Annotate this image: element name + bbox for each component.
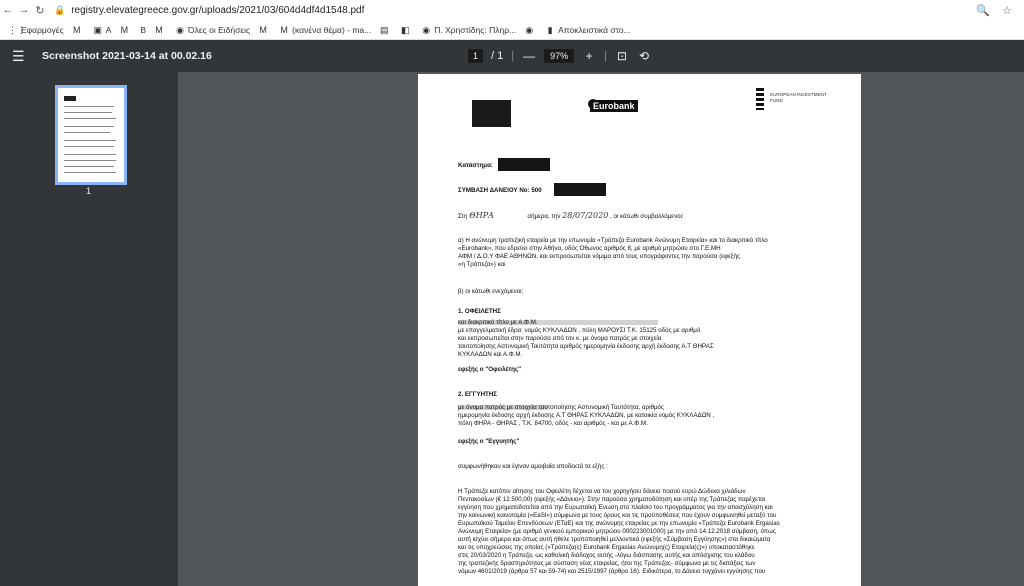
paragraph-line: νόμων 4601/2019 (άρθρα 57 και 59-74) και 2515/1997 (άρθρο 16). Ειδικότερα, το Δάνειο τυγχάνει εγγύησης που — [458, 568, 766, 575]
toolbar-divider: | — [604, 50, 607, 62]
bookmark-m4[interactable] — [258, 25, 271, 35]
thumb-line — [64, 118, 116, 119]
contract-label: ΣΥΜΒΑΣΗ ΔΑΝΕΙΟΥ Νο: 500 — [458, 187, 542, 194]
pdf-page — [418, 74, 861, 586]
star-icon[interactable]: ☆ — [1002, 4, 1012, 17]
bookmark-b[interactable]: B — [140, 24, 147, 35]
guarantor-line: ημερομηνία έκδοσης αρχή έκδοσης Α.Τ ΘΗΡΑΣ ΚΥΚΛΑΔΩΝ, με κατοικία νομός ΚΥΚΛΑΔΩΝ , — [458, 412, 715, 419]
guarantor-title: 2. ΕΓΓΥΗΤΗΣ — [458, 391, 498, 398]
paragraph-line: και τις υποχρεώσεις της οποίας («Τράπεζα(ς) Eurobank Ergasias Ανώνυμη(ς) Εταιρεία(ς)») υποκαταστάθηκε — [458, 544, 755, 551]
date-mid: σήμερα, την — [527, 213, 561, 220]
thumb-line — [64, 126, 114, 127]
zoom-out-icon[interactable]: — — [523, 49, 536, 63]
thumb-line — [64, 106, 114, 107]
paragraph-line: Ευρωπαϊκού Ταμείου Επενδύσεων (ΕΤαΕ) και της ανώνυμης εταιρείας με την επωνυμία «Τράπεζα Eurobank Ergasias — [458, 520, 780, 527]
redaction — [498, 158, 550, 171]
bookmark-a[interactable]: ▣ A — [93, 24, 112, 35]
thumb-line — [64, 172, 116, 173]
pdf-toolbar — [0, 40, 1024, 72]
globe-icon: ◉ — [176, 24, 184, 35]
m-icon: M — [120, 24, 129, 35]
thumb-line — [64, 112, 112, 113]
thumb-line — [64, 132, 110, 133]
date-place: ΘΗΡΑ — [469, 211, 494, 220]
debtor-line: και εκπροσωπείται στην παρούσα από τον κ. με όνομα πατρός με στοιχεία — [458, 335, 662, 342]
p-icon: ▮ — [547, 24, 553, 35]
guarantor-hence: εφεξής ο "Εγγυητής" — [458, 438, 520, 445]
page-thumbnail[interactable] — [55, 85, 127, 185]
debtor-line: ταυτοποίησης Αστυνομική Ταυτότητα αριθμός ημερομηνία έκδοσης αρχή έκδοσης Α.Τ ΘΗΡΑΣ — [458, 343, 714, 350]
date-suffix: , οι κάτωθι συμβαλλόμενοι: — [610, 213, 684, 220]
debtor-title: 1. ΟΦΕΙΛΕΤΗΣ — [458, 308, 501, 315]
document-title: Screenshot 2021-03-14 at 00.02.16 — [42, 50, 212, 62]
agreed-line: συμφωνήθηκαν και έγιναν αμοιβαία αποδεκτά τα εξής : — [458, 463, 608, 470]
paragraph-line: Ανώνυμη Εταιρεία» (με αριθμό γενικού εμπορικού μητρώου 000223001000) με την από 14.12.2018 σύμβαση, όπως — [458, 528, 776, 535]
lock-icon[interactable]: 🔒 — [54, 4, 66, 15]
debtor-line: ΚΥΚΛΑΔΩΝ και Α.Φ.Μ. — [458, 351, 523, 358]
browser-address-bar — [0, 0, 1024, 20]
bookmark-n2[interactable] — [400, 25, 413, 35]
m-icon: M — [72, 24, 81, 35]
gmail-icon: M — [280, 24, 288, 35]
globe-icon: ◉ — [422, 24, 431, 35]
menu-icon[interactable]: ☰ — [12, 47, 25, 64]
bookmark-p[interactable]: ▮ Αποκλειστικά στο... — [545, 25, 631, 35]
bookmark-n1[interactable] — [379, 25, 392, 35]
paragraph-line: αυτή ισχύει σήμερα και όπως αυτή ήθελε τροποποιηθεί μελλοντικά (εφεξής «Σύμβαση Εγγύησης») στα δικαιώματα — [458, 536, 771, 543]
guarantor-line: με όνομα πατρός με στοιχεία ταυτοποίησης Αστυνομική Ταυτότητα, αριθμός — [458, 404, 664, 411]
date-value: 28/07/2020 — [562, 211, 609, 220]
globe-icon: ◉ — [525, 24, 534, 35]
news-icon: ◧ — [400, 24, 410, 35]
a-icon: ▣ — [93, 24, 102, 35]
paragraph-line: στις 20/03/2020 η Τράπεζα, ως καθολική διάδοχος αυτής -λόγω διάσπασης αυτής και απόσχισης του κλάδου — [458, 552, 755, 559]
forward-icon[interactable]: → — [18, 4, 30, 16]
thumb-flag — [64, 96, 76, 101]
page-total: / 1 — [491, 50, 504, 62]
toolbar-divider: | — [511, 50, 515, 62]
bookmark-m3[interactable] — [154, 25, 167, 35]
thumbnail-sidebar — [0, 72, 178, 586]
bookmark-christidis[interactable]: ◉ Π. Χρηστίδης: Πληρ... — [422, 24, 517, 35]
url-field[interactable]: registry.elevategreece.gov.gr/uploads/2021/03/604d4df4d1548.pdf — [71, 4, 365, 16]
branch-label: Κατάστημα: — [458, 162, 493, 169]
party-a-line: α) Η ανώνυμη τραπεζική εταιρεία με την επωνυμία «Τράπεζα Eurobank Ανώνυμη Εταιρεία» και το διακριτικό τίτλο — [458, 237, 768, 244]
bookmarks-bar — [0, 20, 1024, 40]
zoom-input[interactable]: 97% — [544, 49, 574, 63]
bookmark-m2[interactable] — [119, 25, 132, 35]
thumbnail-page-number: 1 — [86, 186, 92, 196]
bookmark-news[interactable]: ◉ Όλες οι Ειδήσεις — [176, 24, 251, 35]
back-icon[interactable]: ← — [2, 4, 14, 16]
eu-flag-icon — [472, 100, 511, 127]
thumb-line — [64, 140, 116, 141]
party-a-line: ΑΦΜ / Δ.Ο.Υ ΦΑΕ ΑΘΗΝΩΝ, και εκπροσωπείται νόμιμα από τους υπογράφοντες την παρούσα (εφεξής — [458, 253, 740, 260]
party-a-line: «Eurobank», που εδρεύει στην Αθήνα, οδός Όθωνος αριθμός 8, με αριθμό μητρώου στο Γ.Ε.ΜΗ — [458, 245, 721, 252]
redaction — [554, 183, 606, 196]
eif-logo-icon — [756, 88, 764, 110]
eif-logo-text: EUROPEAN INVESTMENT FUND — [770, 92, 827, 103]
zoom-icon[interactable]: 🔍 — [976, 4, 991, 17]
paragraph-line: εγγύηση που χρηματοδοτείται από την Ευρωπαϊκή Ένωση στο πλαίσιο του προγράμματος για την απασχόληση και — [458, 504, 773, 511]
news-icon: ▤ — [379, 24, 389, 35]
reload-icon[interactable]: ↻ — [35, 4, 45, 17]
debtor-hence: εφεξής ο "Οφειλέτης" — [458, 366, 522, 373]
apps-icon: ⋮⋮ — [8, 24, 26, 35]
paragraph-line: Πεντακοσίων (€ 12.500,00) (εφεξής «Δάνειο»). Στην παρούσα χρηματοδότηση και υπέρ της Τράπεζας παρέχεται — [458, 496, 766, 503]
paragraph-line: Η Τράπεζα κατόπιν αίτησης του Οφειλέτη δέχεται να του χορηγήσει δάνειο ποσού ευρώ Δώδεκα χιλιάδων — [458, 488, 746, 495]
date-prefix: Στη — [458, 213, 468, 220]
bookmark-m1[interactable] — [72, 25, 85, 35]
debtor-line: με επαγγελματική έδρα: νομός ΚΥΚΛΑΔΩΝ , πόλη ΜΑΡΟΥΣΙ Τ.Κ. 15125 οδός με αριθμό — [458, 327, 701, 334]
bookmark-apps[interactable]: ⋮⋮ Εφαρμογές — [8, 24, 64, 35]
page-number-input[interactable]: 1 — [468, 49, 483, 63]
thumb-line — [64, 154, 116, 155]
zoom-in-icon[interactable]: + — [585, 49, 593, 63]
paragraph-line: την κοινωνική καινοτομία («EaSI») σύμφωνα με τους όρους και τις προϋποθέσεις που έχουν συμφωνηθεί μεταξύ του — [458, 512, 777, 519]
party-b-line: β) οι κάτωθι ενεχόμενοι: — [458, 288, 524, 295]
bookmark-gmail[interactable]: M (κανένα θέμα) - ma... — [280, 24, 372, 35]
rotate-icon[interactable]: ⟲ — [638, 49, 650, 63]
party-a-line: «η Τράπεζα») και — [458, 261, 506, 268]
fit-page-icon[interactable]: ⊡ — [616, 49, 628, 63]
date-line — [458, 212, 684, 220]
paragraph-line: της τραπεζικής δραστηριότητας με σύσταση νέας εταιρείας, ήτοι της Τράπεζας- σύμφωνα με τις διατάξεις των — [458, 560, 756, 567]
guarantor-line: πόλη ΦΗΡΑ - ΘΗΡΑΣ , Τ.Κ. 84700, οδός - και αριθμός - και με Α.Φ.Μ. — [458, 420, 648, 427]
bookmark-g[interactable] — [524, 25, 537, 35]
m-icon: M — [259, 24, 267, 35]
thumb-line — [64, 146, 114, 147]
debtor-line: και διακριτικό τίτλο με Α.Φ.Μ. — [458, 319, 538, 326]
thumb-line — [64, 166, 114, 167]
thumb-line — [64, 160, 116, 161]
m-icon: M — [155, 24, 163, 35]
eurobank-logo: Eurobank — [590, 100, 638, 112]
